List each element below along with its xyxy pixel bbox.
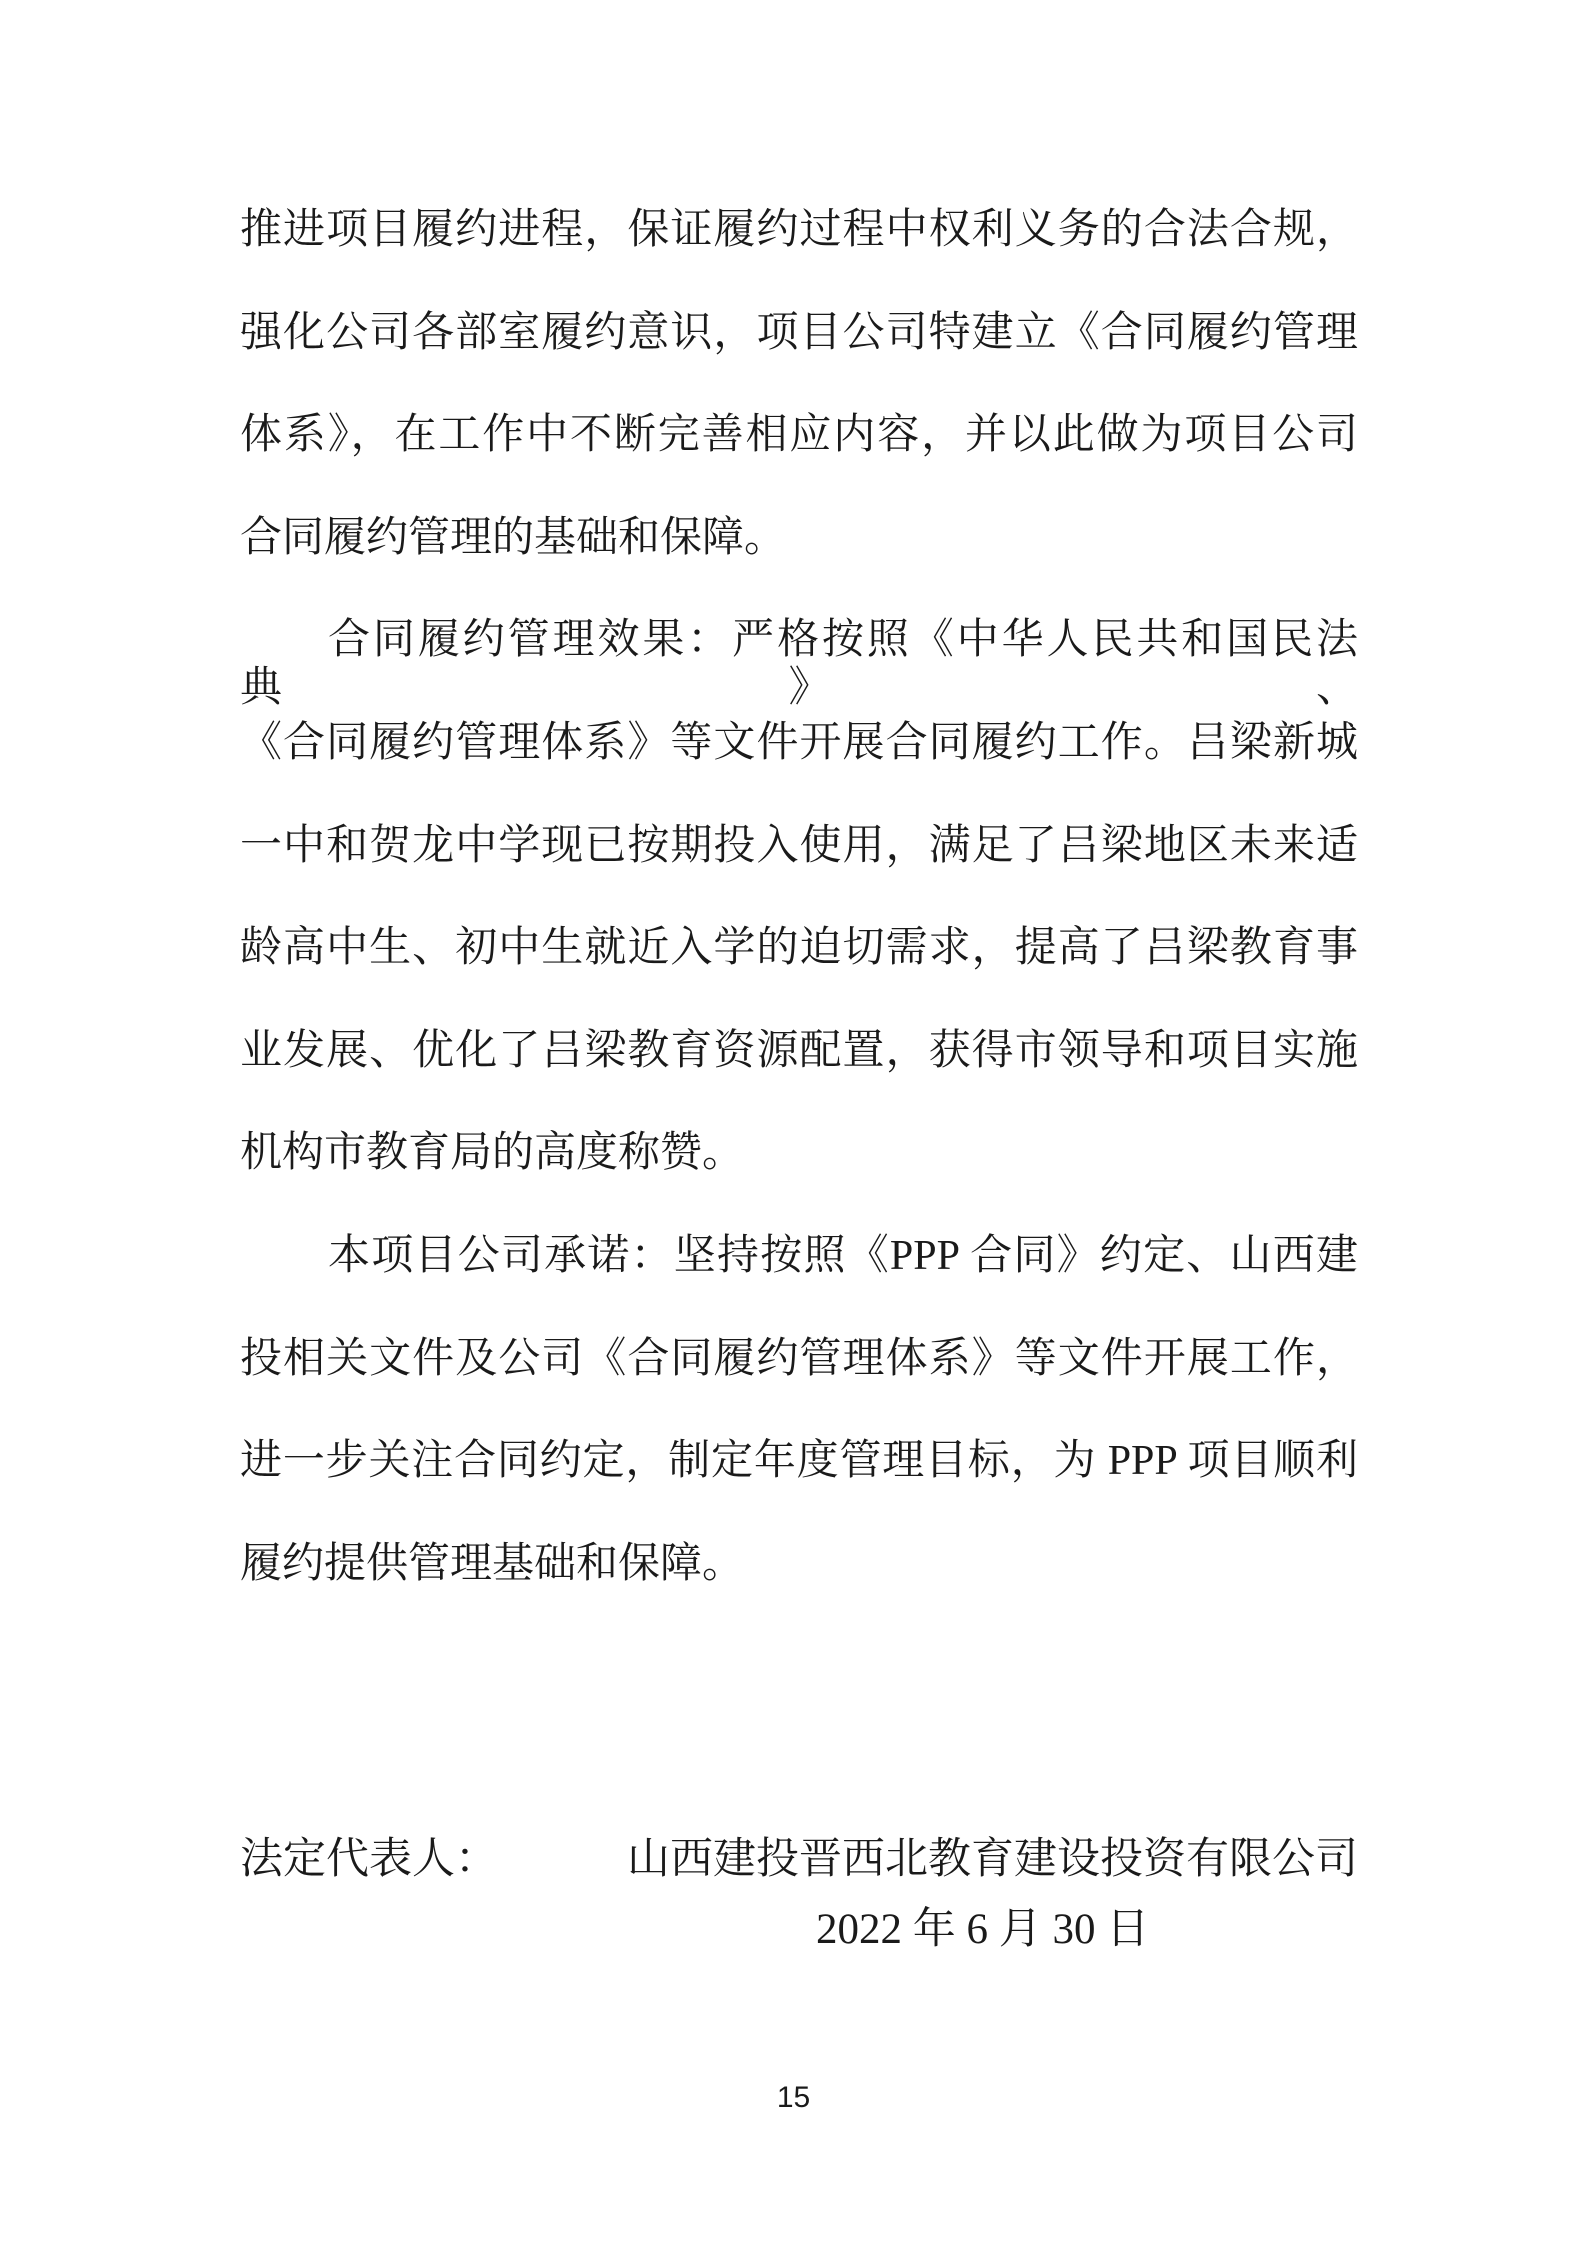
page-number: 15 bbox=[776, 2081, 811, 2114]
body-text-line: 本项目公司承诺：坚持按照《PPP 合同》约定、山西建 bbox=[328, 1232, 1358, 1279]
body-text-line: 一中和贺龙中学现已按期投入使用，满足了吕梁地区未来适 bbox=[240, 822, 1358, 869]
body-text-line: 进一步关注合同约定，制定年度管理目标，为 PPP 项目顺利 bbox=[240, 1438, 1358, 1485]
document-body bbox=[240, 206, 1358, 1642]
signature-date: 2022 年 6 月 30 日 bbox=[816, 1906, 1150, 1953]
body-text-line: 推进项目履约进程，保证履约过程中权利义务的合法合规， bbox=[240, 207, 1358, 253]
legal-representative-label: 法定代表人： bbox=[240, 1836, 498, 1883]
body-text-line: 投相关文件及公司《合同履约管理体系》等文件开展工作， bbox=[240, 1335, 1358, 1382]
company-name: 山西建投晋西北教育建设投资有限公司 bbox=[627, 1836, 1358, 1883]
body-paragraph bbox=[240, 206, 1358, 616]
body-paragraph bbox=[240, 616, 1358, 1232]
body-text-line: 业发展、优化了吕梁教育资源配置，获得市领导和项目实施 bbox=[240, 1027, 1358, 1074]
body-text-line: 龄高中生、初中生就近入学的迫切需求，提高了吕梁教育事 bbox=[240, 925, 1358, 972]
body-text-line: 体系》，在工作中不断完善相应内容，并以此做为项目公司 bbox=[240, 412, 1358, 459]
body-text-line: 合同履约管理效果：严格按照《中华人民共和国民法典》、 bbox=[240, 617, 1358, 712]
body-paragraph bbox=[240, 1232, 1358, 1642]
body-text-line: 《合同履约管理体系》等文件开展合同履约工作。吕梁新城 bbox=[240, 719, 1358, 766]
body-text-line: 机构市教育局的高度称赞。 bbox=[240, 1130, 745, 1177]
body-text-line: 履约提供管理基础和保障。 bbox=[240, 1540, 745, 1587]
body-text-line: 强化公司各部室履约意识，项目公司特建立《合同履约管理 bbox=[240, 309, 1358, 356]
body-text-line: 合同履约管理的基础和保障。 bbox=[240, 514, 787, 561]
